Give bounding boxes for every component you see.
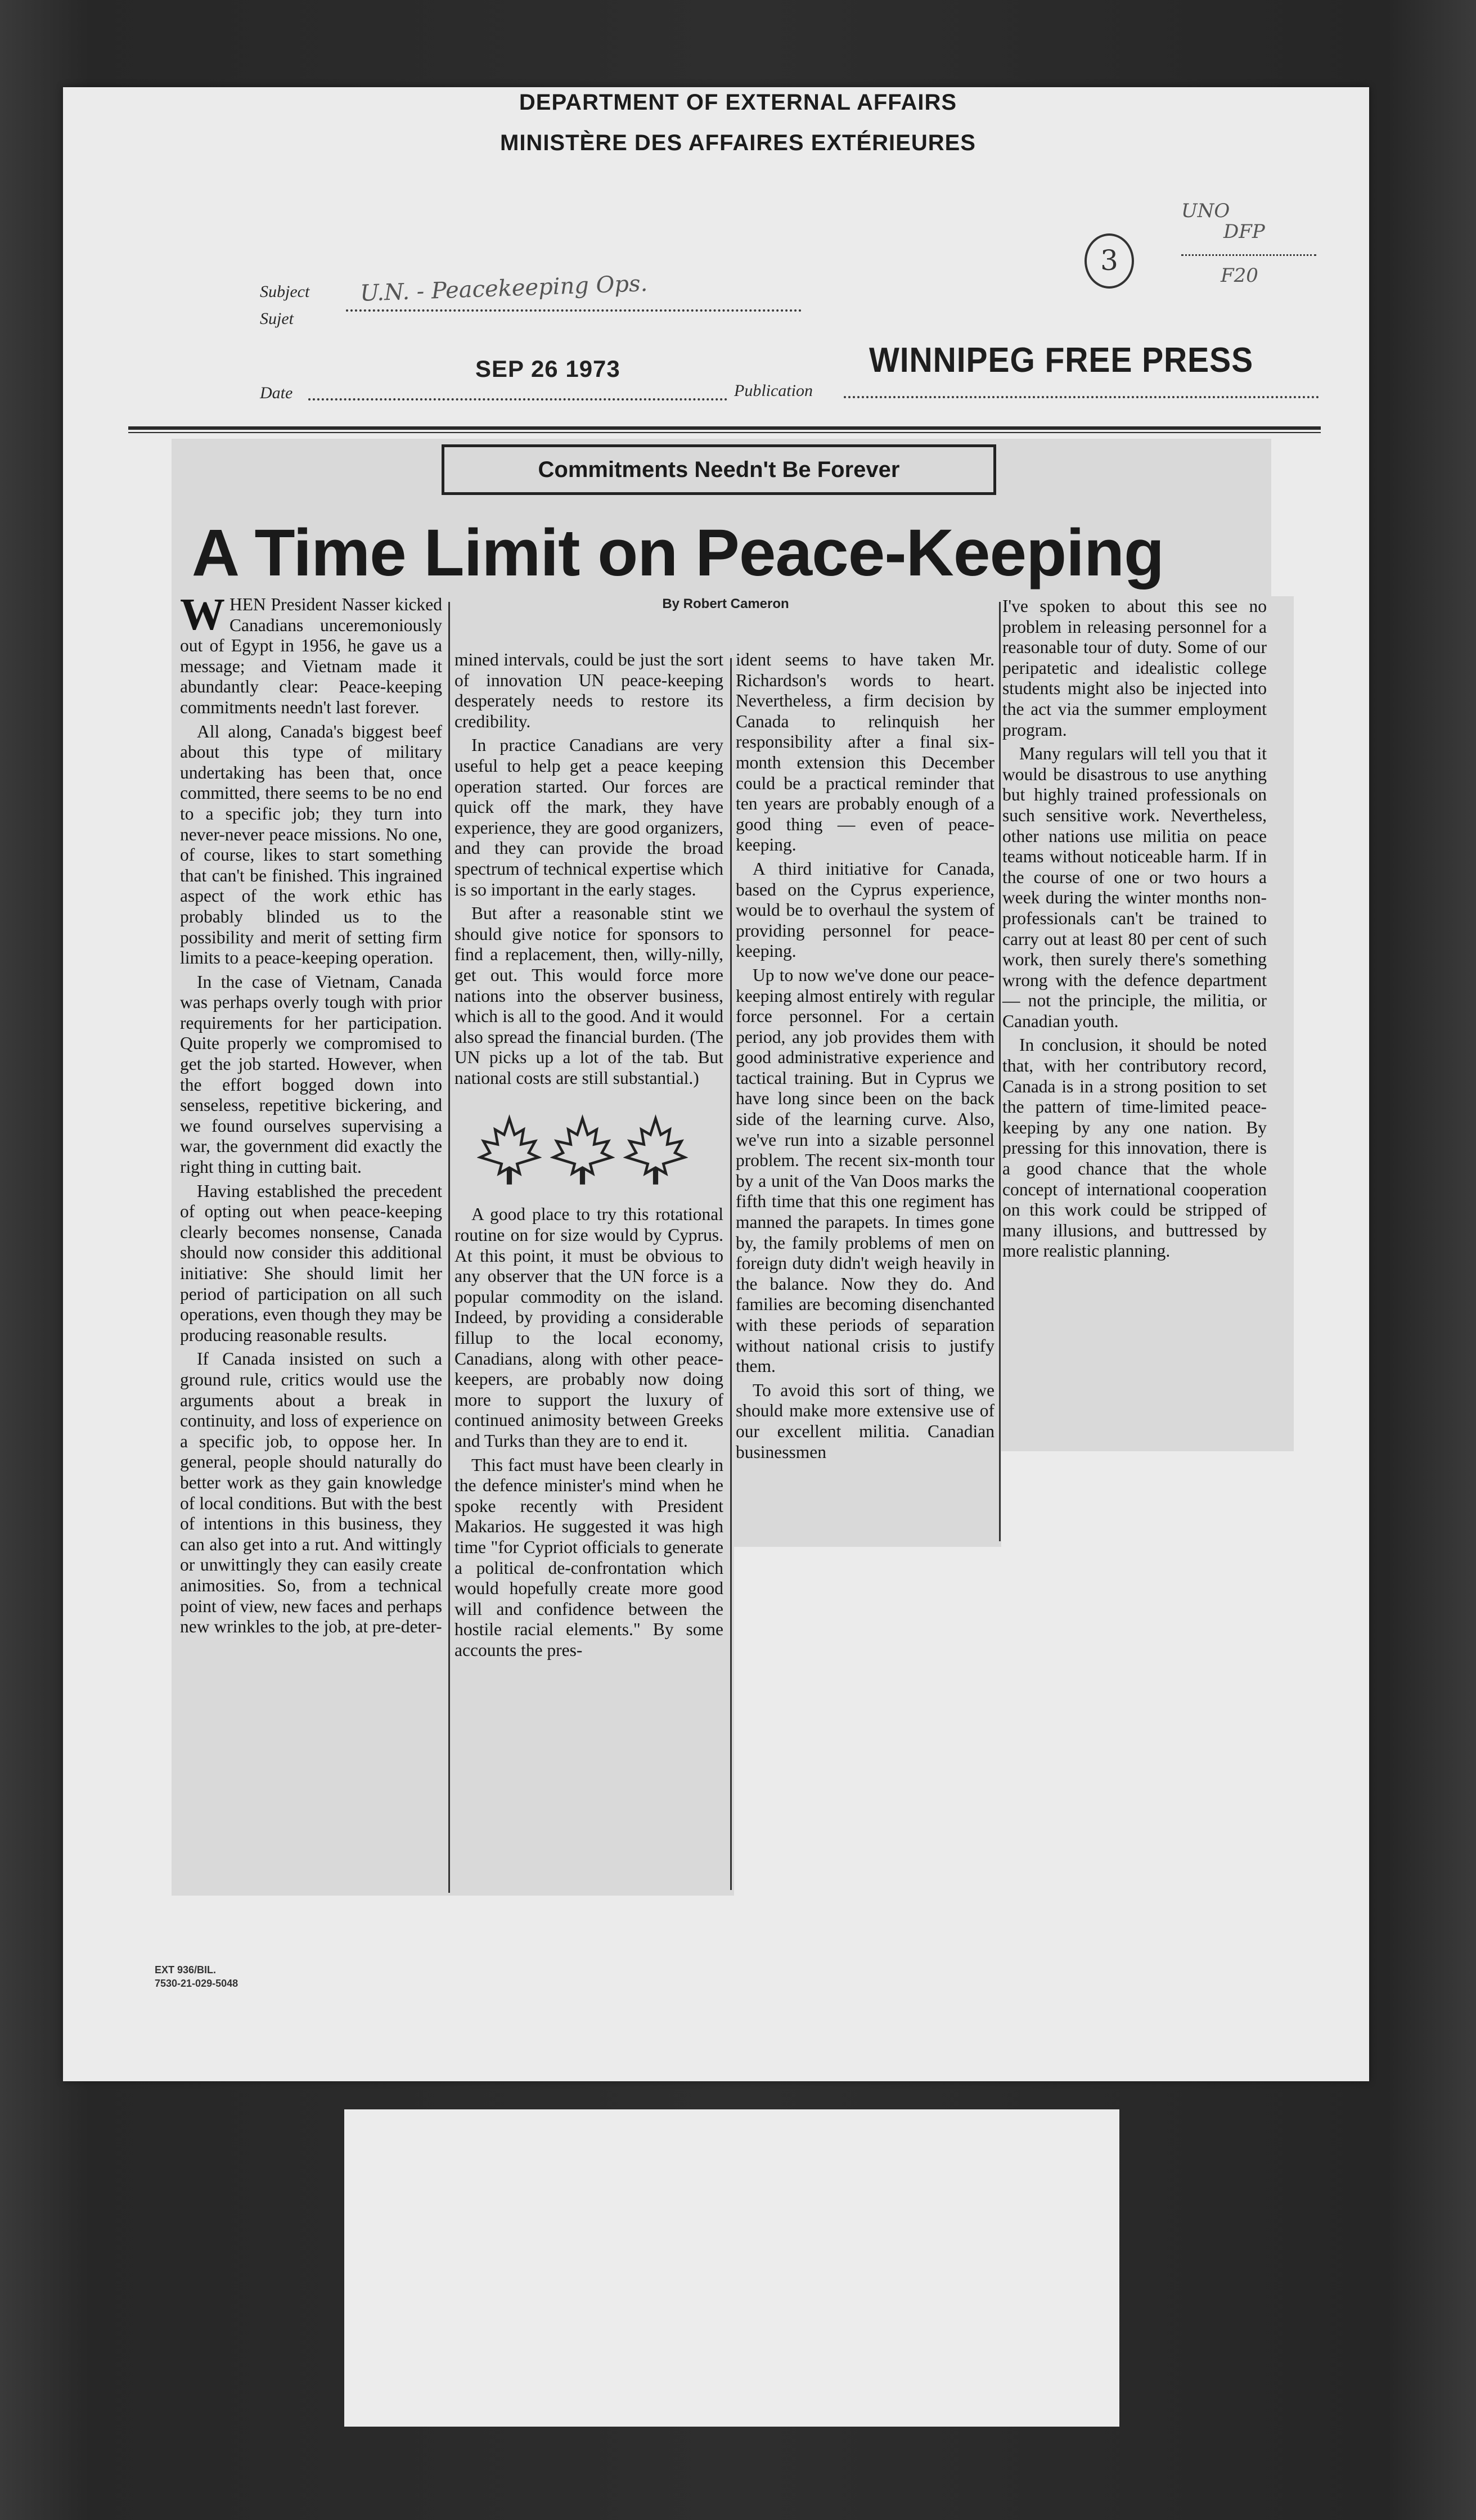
article-column-4 [1002, 596, 1267, 1265]
blank-card [344, 2109, 1119, 2427]
department-header-fr: MINISTÈRE DES AFFAIRES EXTÉRIEURES [500, 130, 976, 155]
col2-paragraph-5: This fact must have been clearly in the defence minister's mind when he spoke recently with President Makarios. He suggested it was high time "for Cypriot officials to generate a political de-confrontation which would hopefully create more good will and confidence between the hostile racial elements." By some accounts the pres- [454, 1455, 723, 1660]
form-code-line-1: EXT 936/BIL. [155, 1964, 217, 1976]
date-dotted-line [308, 398, 727, 400]
publication-stamp: WINNIPEG FREE PRESS [869, 341, 1254, 380]
form-code-line-2: 7530-21-029-5048 [155, 1978, 238, 1989]
department-header-en: DEPARTMENT OF EXTERNAL AFFAIRS [519, 90, 957, 115]
article-headline: A Time Limit on Peace-Keeping [191, 516, 1164, 590]
margin-note-3: F20 [1221, 264, 1258, 287]
col4-paragraph-3: In conclusion, it should be noted that, with her contributory record, Canada is in a strong position to set the pattern of time-limited peace-keeping by any one nation. By pressing for this innovation, there is a good chance that the whole concept of international cooperation on this work could be stripped of many illusions, and buttressed by more realistic planning. [1002, 1035, 1267, 1261]
publication-label: Publication [734, 381, 813, 400]
column-rule-2 [730, 658, 732, 1890]
maple-leaf-icon [550, 1114, 615, 1187]
maple-leaf-icon [623, 1114, 688, 1187]
col2-paragraph-1: mined intervals, could be just the sort of innovation UN peace-keeping desperately needs to restore its credibility. [454, 650, 723, 731]
column-rule-1 [448, 602, 450, 1893]
date-stamp: SEP 26 1973 [475, 356, 620, 382]
date-label: Date [260, 384, 293, 402]
margin-dotted-line [1181, 254, 1316, 256]
margin-note-1: UNO [1181, 200, 1230, 222]
article-byline: By Robert Cameron [662, 596, 789, 611]
maple-leaf-icon [477, 1114, 542, 1187]
col1-paragraph-2: All along, Canada's biggest beef about this type of military undertaking has been that, once committed, there seems to be no end to a specific job; they turn into never-never peace missions. No one, of course, likes to start something that can't be finished. This ingrained aspect of the work ethic has probably blinded us to the possibility and merit of setting firm limits to a peace-keeping operation. [180, 721, 442, 968]
subject-handwriting: U.N. - Peacekeeping Ops. [359, 271, 648, 307]
subject-dotted-line [346, 309, 802, 312]
form-code [155, 1963, 238, 1990]
col1-paragraph-1 [180, 590, 442, 718]
col4-paragraph-1: I've spoken to about this see no problem in releasing personnel for a reasonable tour of duty. Some of our peripatetic and idealistic college students might also be injected into the act via the summer employment program. [1002, 596, 1267, 740]
col1-paragraph-3: In the case of Vietnam, Canada was perhaps overly tough with prior requirements for her participation. Quite properly we compromised to get the job started. However, when the effort bogged down into senseless, repetitive bickering, and we found ourselves supervising a war, the government did exactly the right thing in cutting bait. [180, 971, 442, 1177]
col3-paragraph-4: To avoid this sort of thing, we should make more extensive use of our excellent militia. Canadian businessmen [736, 1380, 994, 1462]
publication-dotted-line [844, 396, 1319, 398]
article-column-2 [454, 650, 723, 1664]
form-rule-bottom [128, 432, 1321, 433]
subject-label: Subject [260, 282, 310, 301]
kicker-box: Commitments Needn't Be Forever [442, 444, 996, 495]
maple-leaf-ornament [454, 1092, 723, 1204]
circled-number: 3 [1084, 233, 1134, 289]
form-rule-top [128, 426, 1321, 430]
col2-paragraph-2: In practice Canadians are very useful to help get a peace keeping operation started. Our forces are quick off the mark, they have experience, they are good organizers, and they can provide the broad spectrum of technical expertise which is so important in the early stages. [454, 735, 723, 899]
col3-paragraph-2: A third initiative for Canada, based on the Cyprus experience, would be to overhaul the system of providing personnel for peace-keeping. [736, 858, 994, 961]
col2-paragraph-3: But after a reasonable stint we should give notice for sponsors to find a replacement, then, willy-nilly, get out. This would force more nations into the observer business, which is all to the good. And it would also spread the financial burden. (The UN picks up a lot of the tab. But national costs are still substantial.) [454, 903, 723, 1088]
col4-paragraph-2: Many regulars will tell you that it would be disastrous to use anything but highly trained professionals on such sensitive work. Nevertheless, other nations use militia on peace teams without noticeable harm. If in the course of one or two hours a week during the winter months non-professionals can't be trained to carry out at least 80 per cent of such work, then surely there's something wrong with the defence department — not the principle, the militia, or Canadian youth. [1002, 744, 1267, 1031]
article-column-1 [180, 590, 442, 1641]
article-column-3 [736, 650, 994, 1466]
col1-paragraph-4: Having established the precedent of opting out when peace-keeping clearly becomes nonsense, Canada should now consider this additional initiative: She should limit her period of participation on all such operations, even though they may be producing reasonable results. [180, 1181, 442, 1345]
sujet-label: Sujet [260, 309, 294, 328]
dropcap: W [180, 590, 225, 640]
margin-note-2: DFP [1223, 220, 1265, 243]
col1-paragraph-1-text: HEN President Nasser kicked Canadians unceremoniously out of Egypt in 1956, he gave us a message; and Vietnam made it abundantly clear: Peace-keeping commitments needn't last forever. [180, 595, 442, 717]
column-rule-3 [999, 602, 1001, 1541]
col2-paragraph-4: A good place to try this rotational routine on for size would by Cyprus. At this point, it must be obvious to any observer that the UN force is a popular commodity on the island. Indeed, by providing a considerable fillup to the local economy, Canadians, along with other peace-keepers, are probably now doing more to support the luxury of continued animosity between Greeks and Turks than they are to end it. [454, 1204, 723, 1451]
col1-paragraph-5: If Canada insisted on such a ground rule, critics would use the arguments about a break in continuity, and loss of experience on a specific job, to oppose her. In general, people should naturally do better work as they gain knowledge of local conditions. But with the best of intentions in this business, they can also get into a rut. And wittingly or unwittingly they can easily create animosities. So, from a technical point of view, new faces and perhaps new wrinkles to the job, at pre-deter- [180, 1349, 442, 1637]
col3-paragraph-1: ident seems to have taken Mr. Richardson's words to heart. Nevertheless, a firm decision by Canada to relinquish her responsibility after a final six-month extension this December could be a practical reminder that ten years are probably enough of a good thing — even of peace-keeping. [736, 650, 994, 855]
col3-paragraph-3: Up to now we've done our peace-keeping almost entirely with regular force personnel. For a certain period, any job provides them with good administrative experience and tactical training. But in Cyprus we have long since been on the back side of the learning curve. Also, we've run into a sizable personnel problem. The recent six-month tour by a unit of the Van Doos marks the fifth time that this one regiment has manned the parapets. In times gone by, the family problems of men on foreign duty didn't weigh heavily in the balance. Now they do. And families are becoming disenchanted with these periods of separation without national crisis to justify them. [736, 965, 994, 1376]
